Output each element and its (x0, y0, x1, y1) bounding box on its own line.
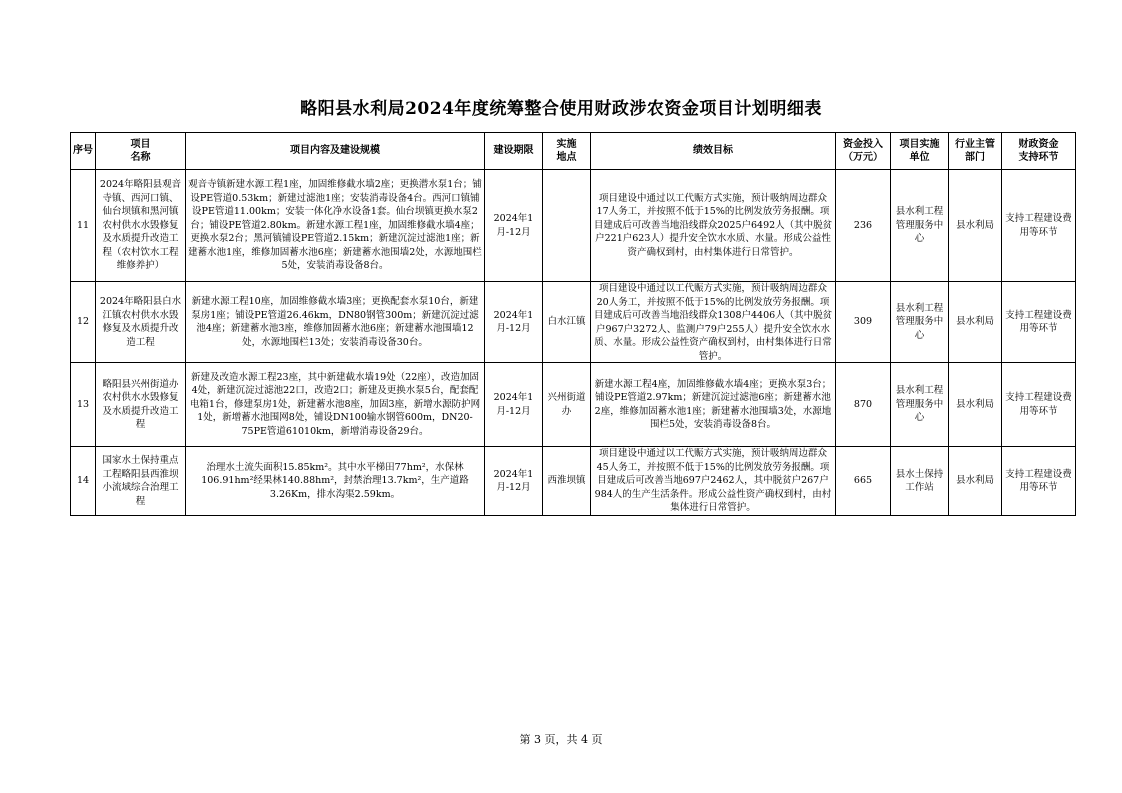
cell-support: 支持工程建设费用等环节 (1002, 363, 1076, 447)
cell-content (186, 170, 485, 282)
cell-funds: 870 (836, 363, 891, 447)
cell-name (96, 170, 186, 282)
cell-period: 2024年1月-12月 (485, 170, 543, 282)
cell-dept: 县水利局 (949, 170, 1002, 282)
cell-unit: 县水利工程管理服务中心 (891, 170, 949, 282)
cell-unit: 县水土保持工作站 (891, 447, 949, 516)
cell-goal-text: 项目建设中通过以工代赈方式实施，预计吸纳周边群众45人务工，并按照不低于15%的比例发放劳务报酬。项目建成后可改善当地697户2462人，其中脱贫户267户984人的生产生活条件。形成公益性资产确权到村，由村集体进行日常管护。 (594, 448, 832, 514)
cell-name (96, 282, 186, 363)
header-dept: 行业主管 部门 (949, 133, 1002, 170)
cell-funds: 236 (836, 170, 891, 282)
cell-name (96, 363, 186, 447)
cell-content-text: 治理水土流失面积15.85km²。其中水平梯田77hm²，水保林106.91hm²经果林140.88hm²，封禁治理13.7km²，生产道路3.26Km，排水沟渠2.59km。 (201, 461, 469, 500)
cell-dept: 县水利局 (949, 282, 1002, 363)
cell-support: 支持工程建设费用等环节 (1002, 282, 1076, 363)
cell-goal-text: 新建水源工程4座，加固维修截水墙4座；更换水泵3台；铺设PE管道2.97km；新建沉淀过滤池6座；新建蓄水池2座，维修加固蓄水池1座；新建蓄水池围墙3处，水源地围栏5处，安装消毒设备8台。 (594, 378, 832, 430)
cell-location: 兴州街道办 (543, 363, 591, 447)
cell-content (186, 282, 485, 363)
cell-goal (591, 447, 836, 516)
cell-goal (591, 363, 836, 447)
header-goal: 绩效目标 (591, 133, 836, 170)
header-funds: 资金投入 （万元） (836, 133, 891, 170)
cell-goal (591, 282, 836, 363)
table-row (71, 282, 1076, 363)
cell-period: 2024年1月-12月 (485, 447, 543, 516)
cell-location: 白水江镇 (543, 282, 591, 363)
cell-unit: 县水利工程管理服务中心 (891, 363, 949, 447)
header-location: 实施 地点 (543, 133, 591, 170)
project-plan-table (70, 132, 1076, 516)
header-support: 财政资金 支持环节 (1002, 133, 1076, 170)
cell-dept: 县水利局 (949, 363, 1002, 447)
page-number: 第 3 页，共 4 页 (519, 733, 603, 746)
cell-goal-text: 项目建设中通过以工代赈方式实施，预计吸纳周边群众20人务工，并按照不低于15%的比例发放劳务报酬。项目建成后可改善当地沿线群众1308户4406人（其中脱贫户967户3272人、监测户79户255人）提升安全饮水水质、水量。形成公益性资产确权到村，由村集体进行日常管护。 (593, 283, 833, 362)
cell-seq: 14 (71, 447, 96, 516)
cell-funds: 309 (836, 282, 891, 363)
page-title: 略阳县水利局2024年度统筹整合使用财政涉农资金项目计划明细表 (300, 99, 822, 119)
table-row (71, 363, 1076, 447)
cell-content-text: 观音寺镇新建水源工程1座，加固维修截水墙2座；更换潜水泵1台；铺设PE管道0.53km；新建过滤池1座；安装消毒设备4台。西河口镇铺设PE管道11.00km；安装一体化净水设备1套。仙台坝镇更换水泵2台；铺设PE管道2.80km。新建水源工程1座，加固维修截水墙4座；更换水泵2台；黑河镇铺设PE管道2.15km；新建沉淀过滤池1座；新建蓄水池1座，维修加固蓄水池6座；新建蓄水池围墙2处，水源地围栏5处，安装消毒设备8台。 (188, 179, 482, 272)
header-unit: 项目实施 单位 (891, 133, 949, 170)
table-row (71, 170, 1076, 282)
cell-funds: 665 (836, 447, 891, 516)
cell-dept: 县水利局 (949, 447, 1002, 516)
cell-content (186, 447, 485, 516)
header-name: 项目 名称 (96, 133, 186, 170)
cell-name-text: 国家水土保持重点工程略阳县西淮坝小流域综合治理工程 (102, 455, 179, 507)
cell-period: 2024年1月-12月 (485, 282, 543, 363)
header-period: 建设期限 (485, 133, 543, 170)
cell-support: 支持工程建设费用等环节 (1002, 447, 1076, 516)
cell-goal-text: 项目建设中通过以工代赈方式实施，预计吸纳周边群众17人务工，并按照不低于15%的比例发放劳务报酬。项目建成后可改善当地沿线群众2025户6492人（其中脱贫户221户623人）提升安全饮水水质、水量。形成公益性资产确权到村，由村集体进行日常管护。 (593, 192, 833, 258)
cell-content-text: 新建水源工程10座，加固维修截水墙3座；更换配套水泵10台，新建泵房1座；铺设PE管道26.46km，DN80钢管300m；新建沉淀过滤池4座；新建蓄水池3座，维修加固蓄水池6座；新建蓄水池围墙12处，水源地围栏13处；安装消毒设备30台。 (191, 296, 479, 348)
cell-goal (591, 170, 836, 282)
table-header-row (71, 133, 1076, 170)
cell-content (186, 363, 485, 447)
cell-name-text: 2024年略阳县白水江镇农村供水水毁修复及水质提升改造工程 (99, 296, 182, 348)
cell-period: 2024年1月-12月 (485, 363, 543, 447)
cell-location (543, 170, 591, 282)
cell-name-text: 2024年略阳县观音寺镇、西河口镇、仙台坝镇和黑河镇农村供水水毁修复及水质提升改造工程（农村饮水工程维修养护） (99, 179, 182, 272)
cell-location: 西淮坝镇 (543, 447, 591, 516)
cell-seq: 11 (71, 170, 96, 282)
cell-support: 支持工程建设费用等环节 (1002, 170, 1076, 282)
header-seq: 序号 (71, 133, 96, 170)
table-row (71, 447, 1076, 516)
header-content: 项目内容及建设规模 (186, 133, 485, 170)
cell-name (96, 447, 186, 516)
cell-content-text: 新建及改造水源工程23座，其中新建截水墙19处（22座），改造加固4处，新建沉淀过滤池22口，改造2口；新建及更换水泵5台，配套配电箱1台，修建泵房1处，新建蓄水池8座，加固3座，新增水源防护网1处，新增蓄水池围网8处，铺设DN100输水钢管600m，DN20-75PE管道61010km，新增消毒设备29台。 (189, 371, 481, 437)
cell-name-text: 略阳县兴州街道办农村供水水毁修复及水质提升改造工程 (102, 378, 179, 430)
cell-unit: 县水利工程管理服务中心 (891, 282, 949, 363)
cell-seq: 13 (71, 363, 96, 447)
cell-seq: 12 (71, 282, 96, 363)
